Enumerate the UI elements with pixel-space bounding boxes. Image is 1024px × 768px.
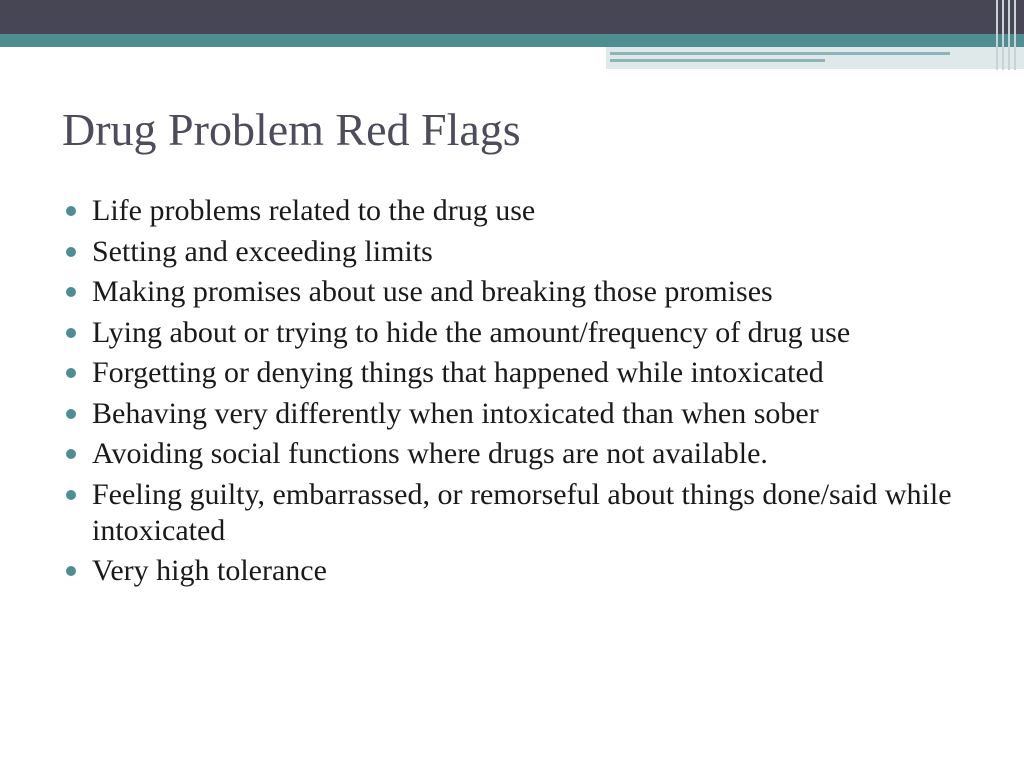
bullet-dot-icon bbox=[66, 368, 76, 378]
accent-stripe-panel bbox=[606, 47, 1024, 69]
bullet-item bbox=[62, 315, 962, 351]
header-bar bbox=[0, 0, 1024, 34]
bullet-text: Behaving very differently when intoxicated than when sober bbox=[92, 396, 819, 430]
bullet-text: Forgetting or denying things that happened while intoxicated bbox=[92, 356, 824, 389]
bullet-text: Very high tolerance bbox=[92, 554, 327, 587]
bullet-dot-icon bbox=[66, 287, 76, 297]
bullet-item bbox=[62, 193, 962, 229]
bullet-dot-icon bbox=[66, 328, 76, 338]
decorative-line bbox=[1008, 0, 1010, 70]
bullet-dot-icon bbox=[66, 566, 76, 576]
bullet-item bbox=[62, 436, 962, 472]
bullet-dot-icon bbox=[66, 449, 76, 459]
slide-title: Drug Problem Red Flags bbox=[62, 104, 521, 155]
bullet-dot-icon bbox=[66, 490, 76, 500]
bullet-text: Making promises about use and breaking those promises bbox=[92, 275, 773, 308]
bullet-text: Avoiding social functions where drugs are not available. bbox=[92, 437, 768, 470]
bullet-text: Setting and exceeding limits bbox=[92, 234, 433, 268]
accent-stripe bbox=[610, 52, 950, 55]
bullet-dot-icon bbox=[66, 409, 76, 419]
accent-band bbox=[0, 34, 1024, 47]
bullet-text: Lying about or trying to hide the amount/frequency of drug use bbox=[92, 315, 851, 349]
accent-stripe bbox=[610, 59, 825, 62]
bullet-dot-icon bbox=[66, 206, 76, 216]
bullet-item bbox=[62, 234, 962, 270]
bullet-item bbox=[62, 355, 962, 391]
decorative-line bbox=[996, 0, 998, 70]
bullet-list bbox=[62, 193, 962, 594]
decorative-line bbox=[1014, 0, 1016, 70]
bullet-item bbox=[62, 274, 962, 310]
bullet-item bbox=[62, 477, 962, 549]
bullet-dot-icon bbox=[66, 247, 76, 257]
bullet-text: Feeling guilty, embarrassed, or remorseful about things done/said while intoxicated bbox=[92, 477, 952, 547]
decorative-line bbox=[1002, 0, 1004, 70]
bullet-item bbox=[62, 553, 962, 589]
bullet-item bbox=[62, 396, 962, 432]
bullet-text: Life problems related to the drug use bbox=[92, 194, 536, 227]
